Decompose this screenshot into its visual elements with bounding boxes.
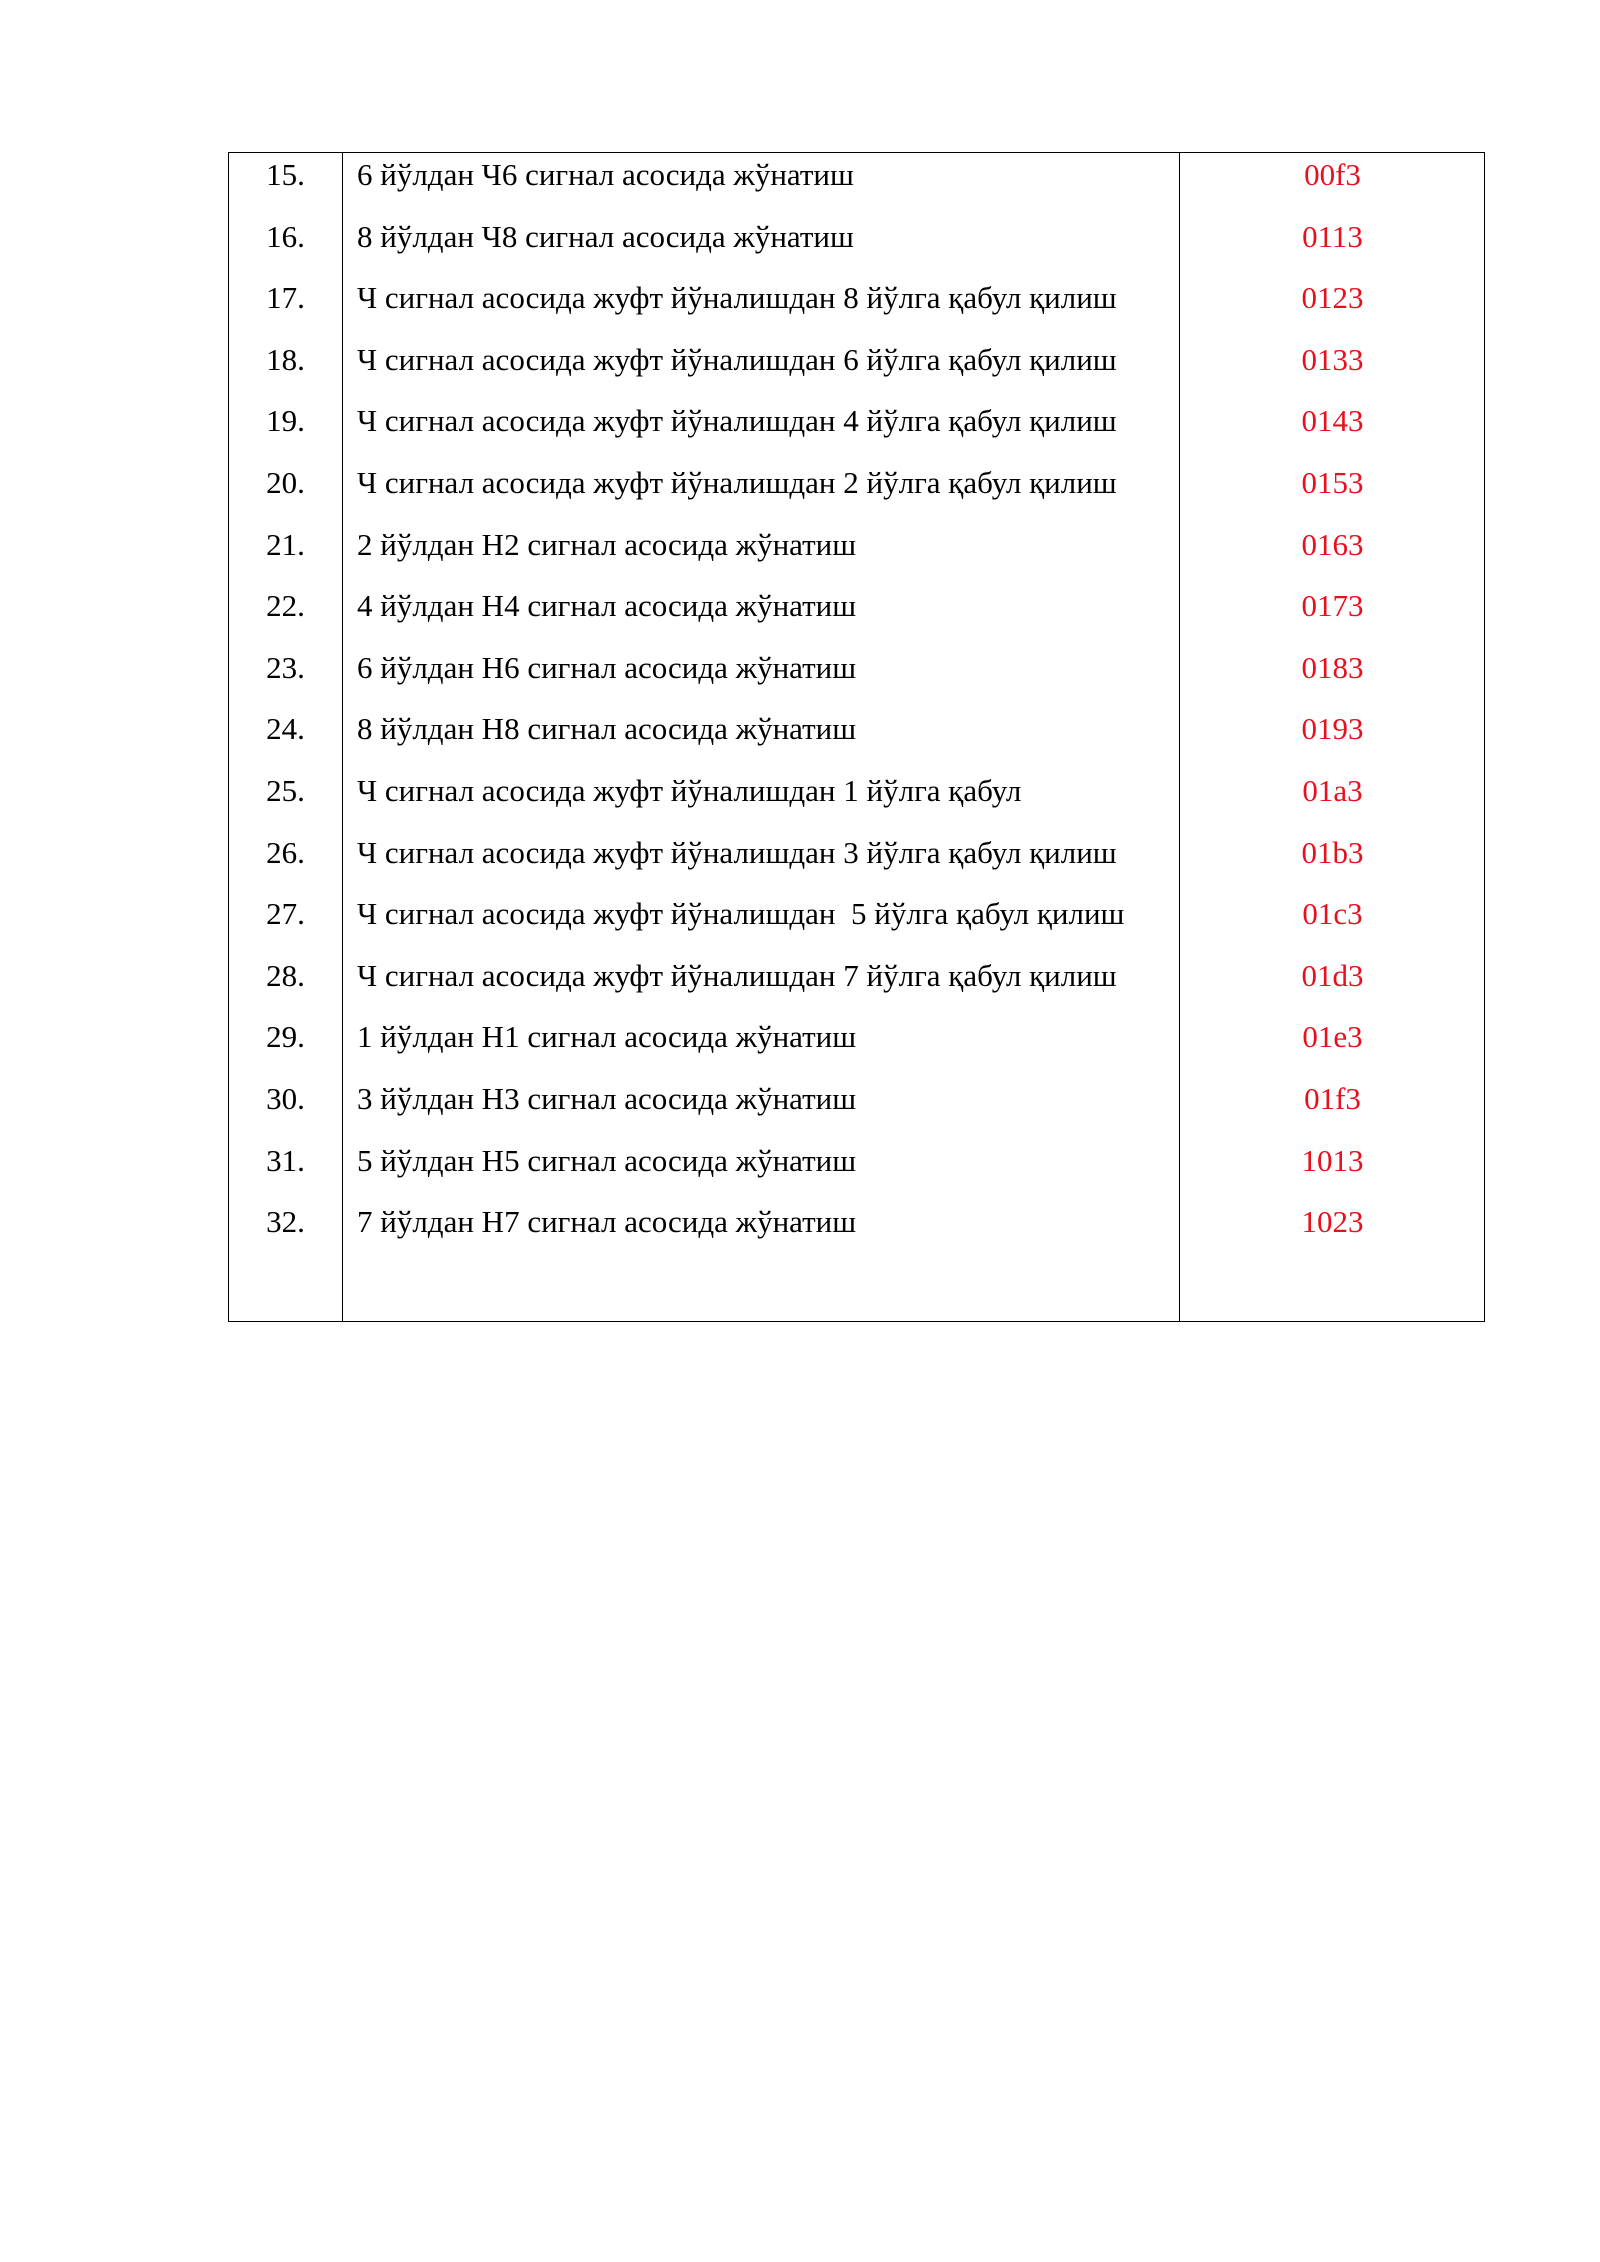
row-description: 1 йўлдан Н1 сигнал асосида жўнатиш [357, 1019, 857, 1055]
row-number: 22. [266, 588, 305, 624]
row-number: 15. [266, 157, 305, 192]
row-description: Ч сигнал асосида жуфт йўналишдан 3 йўлга қабул қилиш [357, 834, 1117, 870]
row-code: 01f3 [1304, 1080, 1361, 1116]
row-description: Ч сигнал асосида жуфт йўналишдан 2 йўлга қабул қилиш [357, 464, 1117, 500]
row-number: 21. [266, 526, 305, 562]
row-description: 5 йўлдан Н5 сигнал асосида жўнатиш [357, 1142, 857, 1178]
row-code: 01e3 [1302, 1019, 1363, 1055]
row-description: Ч сигнал асосида жуфт йўналишдан 1 йўлга қабул [357, 772, 1022, 808]
row-description: 4 йўлдан Н4 сигнал асосида жўнатиш [357, 588, 857, 624]
row-code: 0183 [1301, 649, 1364, 685]
signal-table [228, 152, 1485, 1322]
table-row [229, 401, 1484, 463]
row-code: 01d3 [1301, 957, 1364, 993]
table-row [229, 586, 1484, 648]
table-row [229, 525, 1484, 587]
row-description: Ч сигнал асосида жуфт йўналишдан 8 йўлга қабул қилиш [357, 280, 1117, 316]
row-code: 01b3 [1301, 834, 1364, 870]
row-number: 32. [266, 1204, 305, 1240]
row-number: 31. [266, 1142, 305, 1178]
table-row [229, 956, 1484, 1018]
row-description: Ч сигнал асосида жуфт йўналишдан 7 йўлга қабул қилиш [357, 957, 1117, 993]
row-code: 0143 [1301, 403, 1364, 439]
table-row [229, 340, 1484, 402]
row-code: 1013 [1301, 1142, 1364, 1178]
row-code: 01a3 [1302, 772, 1363, 808]
row-code: 0163 [1301, 526, 1364, 562]
table-row [229, 1079, 1484, 1141]
row-description: 3 йўлдан Н3 сигнал асосида жўнатиш [357, 1080, 857, 1116]
row-number: 26. [266, 834, 305, 870]
row-description: 6 йўлдан Н6 сигнал асосида жўнатиш [357, 649, 857, 685]
row-number: 27. [266, 896, 305, 932]
table-row [229, 709, 1484, 771]
table-row [229, 771, 1484, 833]
row-description: Ч сигнал асосида жуфт йўналишдан 4 йўлга қабул қилиш [357, 403, 1117, 439]
table-row [229, 278, 1484, 340]
table-row [229, 217, 1484, 279]
table-row [229, 894, 1484, 956]
row-code: 0123 [1301, 280, 1364, 316]
row-number: 17. [266, 280, 305, 316]
row-description: Ч сигнал асосида жуфт йўналишдан 5 йўлга қабул қилиш [357, 896, 1125, 932]
row-number: 19. [266, 403, 305, 439]
row-number: 24. [266, 711, 305, 747]
table-row [229, 648, 1484, 710]
row-code: 0133 [1301, 341, 1364, 377]
row-description: 8 йўлдан Н8 сигнал асосида жўнатиш [357, 711, 857, 747]
row-code: 0113 [1302, 218, 1363, 254]
row-code: 1023 [1301, 1204, 1364, 1240]
row-number: 20. [266, 464, 305, 500]
row-number: 16. [266, 218, 305, 254]
row-code: 0173 [1301, 588, 1364, 624]
row-description: 6 йўлдан Ч6 сигнал асосида жўнатиш [357, 157, 854, 192]
row-number: 30. [266, 1080, 305, 1116]
table-row [229, 463, 1484, 525]
row-number: 29. [266, 1019, 305, 1055]
row-number: 18. [266, 341, 305, 377]
row-description: 7 йўлдан Н7 сигнал асосида жўнатиш [357, 1204, 857, 1240]
row-description: 2 йўлдан Н2 сигнал асосида жўнатиш [357, 526, 857, 562]
table-row [229, 1017, 1484, 1079]
row-code: 01c3 [1302, 896, 1363, 932]
row-description: 8 йўлдан Ч8 сигнал асосида жўнатиш [357, 218, 854, 254]
row-number: 23. [266, 649, 305, 685]
row-number: 28. [266, 957, 305, 993]
row-number: 25. [266, 772, 305, 808]
table-row [229, 833, 1484, 895]
row-code: 00f3 [1304, 157, 1361, 192]
row-code: 0193 [1301, 711, 1364, 747]
table-row [229, 1202, 1484, 1264]
row-description: Ч сигнал асосида жуфт йўналишдан 6 йўлга қабул қилиш [357, 341, 1117, 377]
table-row [229, 155, 1484, 217]
table-body [229, 155, 1484, 1264]
row-code: 0153 [1301, 464, 1364, 500]
table-row [229, 1141, 1484, 1203]
